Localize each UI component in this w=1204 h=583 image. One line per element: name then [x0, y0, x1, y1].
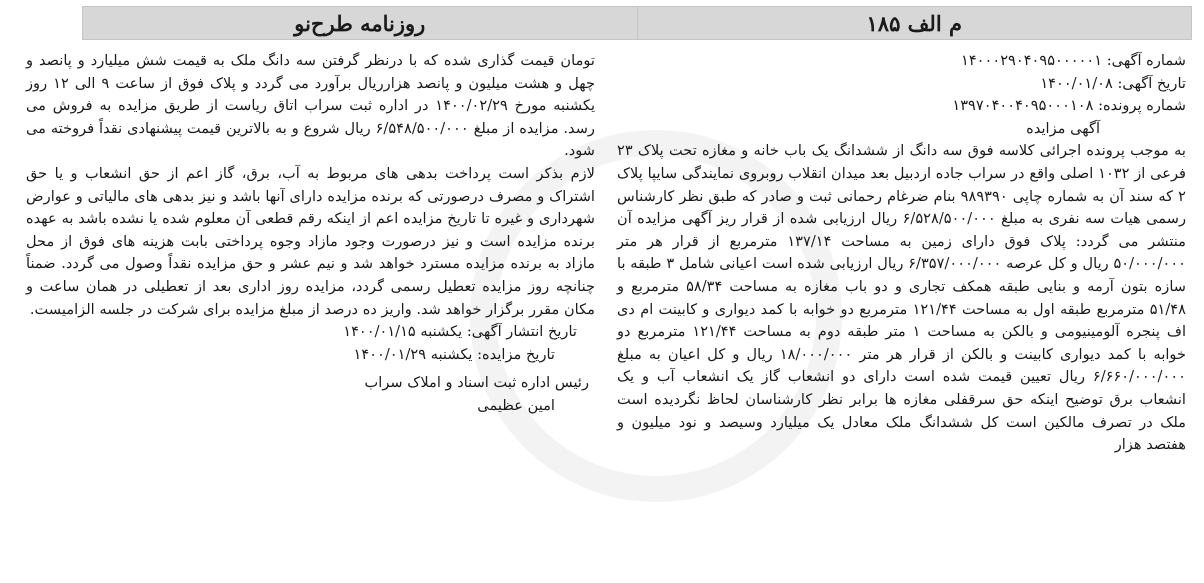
ad-code-label: م الف ۱۸۵ — [637, 6, 1193, 40]
pricing-paragraph: تومان قیمت گذاری شده که با درنظر گرفتن سه دانگ ملک به قیمت شش میلیارد و پانصد و چهل و هشت میلیون و پانصد هزارریال برآورد می گردد و پلاک فوق از ساعت ۹ الی ۱۲ روز یکشنبه مورخ ۱۴۰۰/۰۲/۲۹ در اداره ثبت سراب اتاق ریاست از طریق مزایده به فروش می رسد. مزایده از مبلغ ۶/۵۴۸/۵۰۰/۰۰۰ ریال شروع و به بالاترین قیمت پیشنهادی نقداً فروخته می شود. — [26, 52, 596, 160]
auction-date: تاریخ مزایده: یکشنبه ۱۴۰۰/۰۱/۲۹ — [353, 345, 555, 363]
conditions-paragraph: لازم بذکر است پرداخت بدهی های مربوط به آب، برق، گاز اعم از حق انشعاب و یا حق اشتراک و مصرف درصورتی که برنده مزایده دارای آنها باشد و نیز بدهی های مالیاتی و عوارض شهرداری و غیره تا تاریخ مزایده اعم از اینکه رقم قطعی آن معلوم شده یا نشده باشد به عهده برنده مزایده است و نیز درصورت وجود مازاد وجوه پرداختی بابت هزینه های فوق از محل مازاد به برنده مزایده مسترد خواهد شد و نیم عشر و حق مزایده نقداً وصول می گردد. ضمناً چنانچه روز مزایده تعطیل رسمی گردد، مزایده روز اداری بعد از تعطیلی در همان ساعت و مکان مقرر برگزار خواهد شد. واریز ده درصد از مبلغ مزایده برای شرکت در جلسه الزامیست. — [26, 164, 595, 318]
publish-date: تاریخ انتشار آگهی: یکشنبه ۱۴۰۰/۰۱/۱۵ — [343, 323, 577, 341]
ad-date: تاریخ آگهی: ۱۴۰۰/۰۱/۰۸ — [1040, 74, 1186, 92]
ad-title: آگهی مزایده — [1026, 119, 1100, 137]
ad-number: شماره آگهی: ۱۴۰۰۰۲۹۰۴۰۹۵۰۰۰۰۰۱ — [961, 52, 1186, 69]
ad-body-text: به موجب پرونده اجرائی کلاسه فوق سه دانگ از ششدانگ یک باب خانه و مغازه تحت پلاک ۲۳ فرعی از ۱۰۳۲ اصلی واقع در سراب جاده اردبیل بعد میدان انقلاب روبروی نمایندگی سایپا پلاک ۲ که سند آن به شماره چاپی ۹۸۹۳۹۰ بنام ضرغام رحمانی ثبت و صادر که طبق نظر کارشناس رسمی هیات سه نفری به مبلغ ۶/۵۲۸/۵۰۰/۰۰۰ ریال ارزیابی شده از قرار ریز آگهی مزایده آن منتشر می گردد: پلاک فوق دارای زمین به مساحت ۱۳۷/۱۴ مترمربع از قرار هر متر ۵۰/۰۰۰/۰۰۰ ریال و کل عرصه ۶/۳۵۷/۰۰۰/۰۰۰ ریال ارزیابی شده است اعیانی شامل ۳ طبقه با سازه بتون آرمه و بنایی طبقه همکف تجاری و دو باب مغازه به مساحت ۵۸/۳۴ مترمربع و ۵۱/۴۸ مترمربع طبقه اول به مساحت ۱۲۱/۴۴ مترمربع دو خوابه با کمد دیواری و کابینت ام دی اف پنجره آلومینیومی و بالکن به مساحت ۱ متر طبقه دوم به مساحت ۱۲۱/۴۴ مترمربع دو خوابه با کمد دیواری کابینت و بالکن از قرار هر متر ۱۸/۰۰۰/۰۰۰ ریال و کل اعیان به مبلغ ۶/۶۶۰/۰۰۰/۰۰۰ ریال تعیین قیمت شده است دارای دو انشعاب گاز یک انشعاب آب و یک انشعاب برق توضیح اینکه حق سرقفلی مغازه ها برابر نظر کارشناسان لحاظ نگردیده است ملک در تصرف مالکین است کل ششدانگ ملک معادل یک میلیارد وسیصد و نود میلیون و هفتصد هزار — [617, 142, 1187, 454]
signer-name: امین عظیمی — [477, 396, 555, 414]
case-number: شماره پرونده: ۱۳۹۷۰۴۰۰۴۰۹۵۰۰۰۱۰۸ — [952, 97, 1186, 115]
right-column — [617, 50, 1186, 579]
left-column — [26, 50, 595, 579]
header-bar — [82, 6, 1192, 40]
newspaper-name: روزنامه طرح‌نو — [82, 6, 637, 40]
text-columns — [26, 50, 1186, 579]
signer-title: رئیس اداره ثبت اسناد و املاک سراب — [364, 374, 589, 392]
